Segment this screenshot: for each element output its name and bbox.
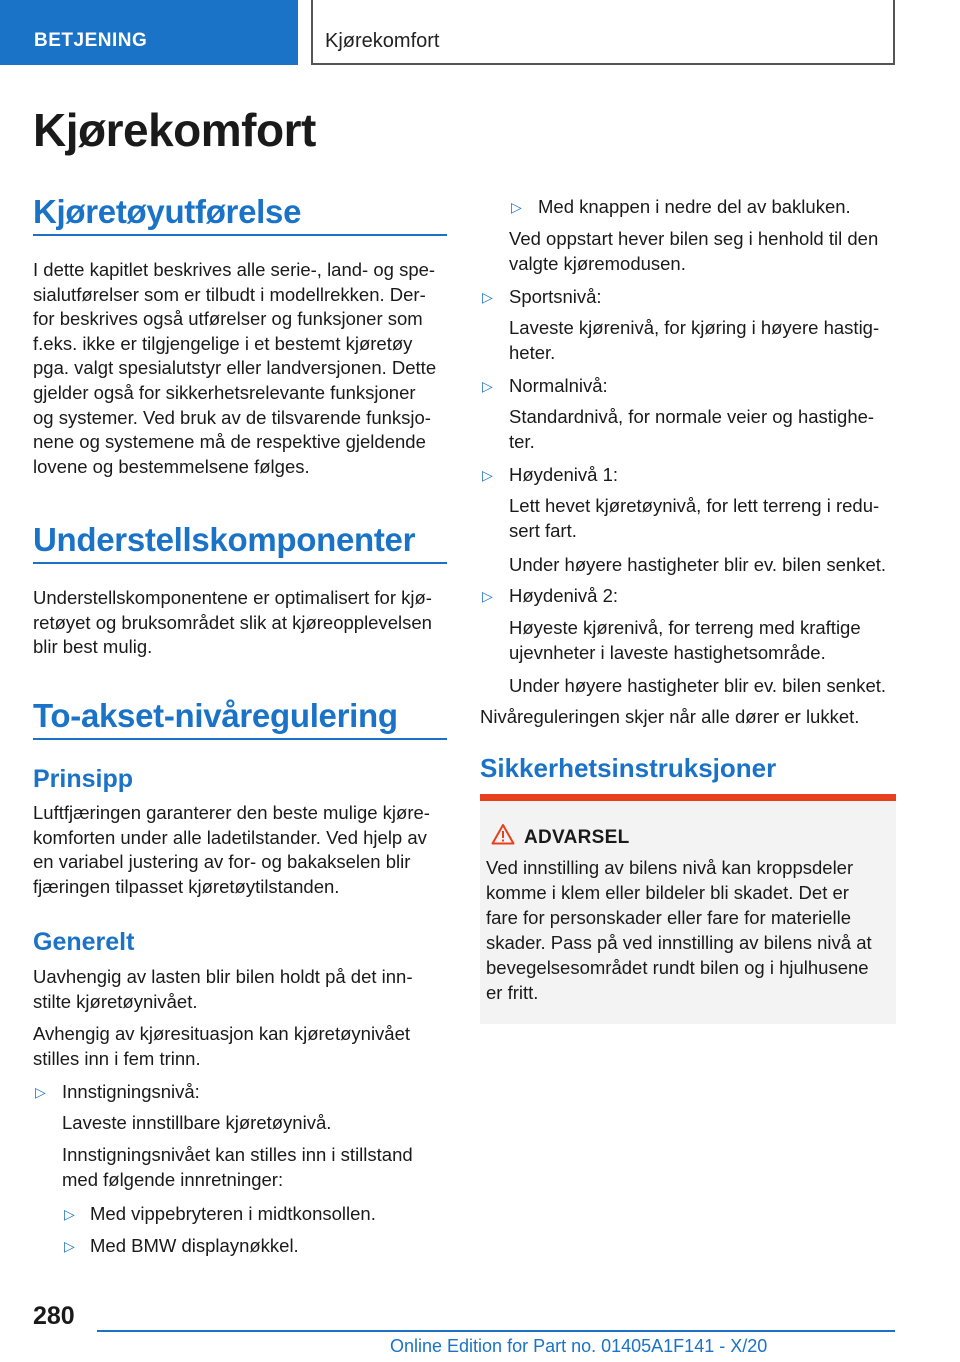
list-item-entry-level-desc: Laveste innstillbare kjøretøynivå. — [62, 1112, 332, 1133]
text-line: ujevnheter i laveste hastighetsområde. — [509, 641, 826, 663]
subheading-general: Generelt — [33, 928, 135, 956]
list-item-entry-level: Innstigningsnivå: — [62, 1081, 200, 1102]
text-line: med følgende innretninger: — [62, 1168, 284, 1190]
text-line: og systemer. Ved bruk av de tilsvarende funksjo- — [33, 406, 431, 428]
text-line: komme i klem eller bildeler bli skadet. Det er — [486, 882, 849, 903]
list-item-height-level-1-desc — [509, 494, 897, 543]
text-line: en variabel justering av for- og bakakselen blir — [33, 851, 411, 873]
list-item-normal-level-desc — [509, 405, 897, 454]
list-item-sport-level-desc — [509, 316, 897, 365]
footer-rule — [97, 1330, 895, 1332]
text-line: bevegelsesområdet rundt bilen og i hjulhusene — [486, 957, 869, 978]
text-line: Avhengig av kjøresituasjon kan kjøretøynivået — [33, 1023, 411, 1044]
warning-text — [486, 855, 886, 1005]
text-line: Standardnivå, for normale veier og hastighe- — [509, 406, 875, 427]
paragraph-chassis — [33, 586, 453, 660]
text-line: blir best mulig. — [33, 636, 153, 658]
paragraph-general-1 — [33, 965, 453, 1014]
sub-item-tailgate-button: Med knappen i nedre del av bakluken. — [538, 196, 851, 217]
triangle-right-icon: ▷ — [64, 1238, 75, 1254]
text-line: Luftfjæringen garanterer den beste mulige kjøre- — [33, 802, 430, 823]
text-line: fjæringen tilpasset kjøretøytilstanden. — [33, 875, 340, 897]
triangle-right-icon: ▷ — [482, 588, 493, 604]
text-line: Uavhengig av lasten blir bilen holdt på det inn- — [33, 966, 413, 987]
paragraph-principle — [33, 801, 453, 899]
heading-vehicle-version: Kjøretøyutførelse — [33, 193, 302, 230]
text-line: sert fart. — [509, 519, 577, 541]
text-line: komforten under alle ladetilstander. Ved hjelp av — [33, 826, 427, 848]
list-item-height-level-2-desc — [509, 616, 897, 665]
triangle-right-icon: ▷ — [482, 378, 493, 394]
list-item-height-level-2-note: Under høyere hastigheter blir ev. bilen senket. — [509, 675, 887, 696]
text-line: pga. valgt spesialutstyr eller landversjonen. Dette — [33, 357, 437, 379]
text-line: Lett hevet kjøretøynivå, for lett terreng i redu- — [509, 495, 880, 516]
heading-chassis-components: Understellskomponenter — [33, 521, 416, 558]
text-line: Ved oppstart hever bilen seg i henhold til den — [509, 228, 879, 249]
warning-title: ADVARSEL — [524, 827, 630, 848]
header-section-tab: BETJENING — [0, 0, 298, 65]
text-line: lovene og bestemmelsene følges. — [33, 455, 310, 477]
text-line: retøyet og bruksområdet slik at kjøreopplevelsen — [33, 611, 432, 633]
header-topic-tab: Kjørekomfort — [311, 0, 895, 65]
text-line: Understellskomponentene er optimalisert for kjø- — [33, 587, 432, 608]
triangle-right-icon: ▷ — [482, 467, 493, 483]
text-line: gjelder også for sikkerhetsrelevante funksjoner — [33, 381, 416, 403]
text-line: fare for personskader eller fare for materielle — [486, 907, 852, 928]
text-line: ter. — [509, 430, 535, 452]
sub-item-rocker-switch: Med vippebryteren i midtkonsollen. — [90, 1203, 376, 1224]
heading-rule — [33, 234, 447, 236]
text-line: for beskrives også utførelser og funksjoner som — [33, 308, 423, 330]
paragraph-closing: Nivåreguleringen skjer når alle dører er lukket. — [480, 706, 860, 727]
text-line: stilles inn i fem trinn. — [33, 1047, 201, 1069]
subheading-principle: Prinsipp — [33, 765, 134, 793]
text-line: sialutførelser som er tilbudt i modellrekken. Der- — [33, 283, 426, 305]
list-item-height-level-1: Høydenivå 1: — [509, 464, 618, 485]
text-line: skader. Pass på ved innstilling av bilens nivå at — [486, 932, 872, 953]
text-line: I dette kapitlet beskrives alle serie-, land- og spe- — [33, 259, 436, 280]
text-line: Innstigningsnivået kan stilles inn i stillstand — [62, 1144, 413, 1165]
paragraph-general-2 — [33, 1022, 453, 1071]
list-item-sport-level: Sportsnivå: — [509, 286, 602, 307]
triangle-right-icon: ▷ — [482, 289, 493, 305]
text-line: valgte kjøremodusen. — [509, 252, 686, 274]
paragraph-startup — [509, 227, 897, 276]
page-title: Kjørekomfort — [33, 104, 316, 156]
warning-box — [480, 794, 896, 1024]
triangle-right-icon: ▷ — [35, 1084, 46, 1100]
warning-triangle-icon — [491, 823, 515, 845]
paragraph-vehicle-version — [33, 258, 453, 479]
heading-level-control: To-akset-nivåregulering — [33, 697, 398, 734]
footer-edition: Online Edition for Part no. 01405A1F141 - X/20 — [390, 1336, 768, 1356]
list-item-entry-level-note — [62, 1143, 452, 1192]
list-item-normal-level: Normalnivå: — [509, 375, 608, 396]
text-line: er fritt. — [486, 982, 539, 1003]
list-item-height-level-2: Høydenivå 2: — [509, 585, 618, 606]
text-line: nene og systemene må de respektive gjeldende — [33, 431, 426, 453]
text-line: heter. — [509, 341, 556, 363]
text-line: Høyeste kjørenivå, for terreng med kraftige — [509, 617, 861, 638]
triangle-right-icon: ▷ — [64, 1206, 75, 1222]
page-number: 280 — [33, 1302, 75, 1330]
sub-item-display-key: Med BMW displaynøkkel. — [90, 1235, 299, 1256]
triangle-right-icon: ▷ — [511, 199, 522, 215]
heading-rule — [33, 562, 447, 564]
text-line: Ved innstilling av bilens nivå kan kroppsdeler — [486, 857, 854, 878]
heading-rule — [33, 738, 447, 740]
text-line: stilte kjøretøynivået. — [33, 990, 198, 1012]
text-line: f.eks. ikke er tilgjengelige i et bestemt kjøretøy — [33, 332, 413, 354]
list-item-height-level-1-note: Under høyere hastigheter blir ev. bilen senket. — [509, 554, 887, 575]
text-line: Laveste kjørenivå, for kjøring i høyere hastig- — [509, 317, 880, 338]
heading-safety-instructions: Sikkerhetsinstruksjoner — [480, 753, 777, 783]
